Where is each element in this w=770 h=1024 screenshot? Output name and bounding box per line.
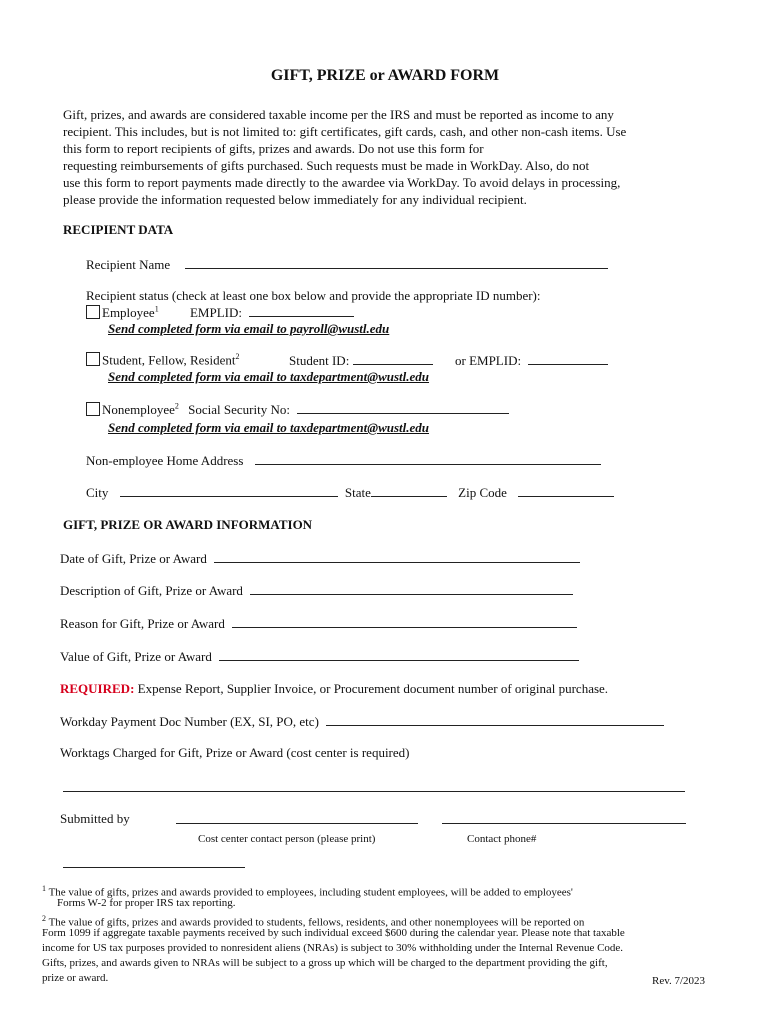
employee-emplid-field[interactable] (249, 304, 354, 317)
state-label: State (344, 485, 371, 500)
ssn-label: Social Security No: (188, 402, 290, 417)
gift-reason-row (60, 615, 577, 632)
footnote-ref: 2 (235, 352, 240, 361)
city-state-zip-row (86, 484, 614, 501)
footnote-2-line: income for US tax purposes provided to nonresident aliens (NRAs) is subject to 30% withholding under the Internal Revenue Code. (42, 942, 624, 954)
footnote-1-line: The value of gifts, prizes and awards provided to employees, including student employees, will be added to employees' (48, 886, 573, 899)
zip-label: Zip Code (458, 485, 507, 500)
nonemployee-send-instruction: Send completed form via email to taxdepartment@wustl.edu (108, 420, 430, 435)
gift-value-row (60, 648, 579, 665)
nonemployee-row (86, 401, 509, 418)
contact-phone-field[interactable] (442, 823, 686, 824)
zip-field[interactable] (518, 484, 614, 497)
gift-date-row (60, 550, 580, 567)
required-text: Expense Report, Supplier Invoice, or Procurement document number of original purchase. (137, 681, 609, 696)
student-emplid-field[interactable] (528, 352, 608, 365)
footnote-2-line: Gifts, prizes, and awards given to NRAs will be subject to a gross up which will be charged to the department providing the gift, (42, 957, 608, 969)
doc-number-field[interactable] (326, 713, 664, 726)
submitted-by-label: Submitted by (60, 811, 130, 826)
employee-label: Employee (102, 305, 155, 320)
intro-line: use this form to report payments made directly to the awardee via WorkDay. To avoid delays in processing, (63, 175, 621, 190)
required-row (60, 681, 608, 697)
revision-date: Rev. 7/2023 (652, 975, 706, 987)
recipient-name-label: Recipient Name (86, 257, 171, 272)
intro-line: Gift, prizes, and awards are considered taxable income per the IRS and must be reported as income to any (63, 107, 614, 122)
worktags-label: Worktags Charged for Gift, Prize or Award (cost center is required) (60, 745, 410, 760)
intro-paragraph (63, 106, 663, 208)
recipient-status-label: Recipient status (check at least one box below and provide the appropriate ID number): (86, 288, 541, 303)
intro-line: requesting reimbursements of gifts purchased. Such requests must be made in WorkDay. Also, do not (63, 158, 590, 173)
home-address-field[interactable] (255, 452, 601, 465)
student-row (86, 352, 240, 368)
nonemployee-checkbox[interactable] (86, 402, 100, 416)
home-address-label: Non-employee Home Address (86, 453, 244, 468)
form-title: GIFT, PRIZE or AWARD FORM (270, 67, 500, 84)
gift-date-label: Date of Gift, Prize or Award (60, 551, 207, 566)
student-emplid-row (455, 352, 608, 369)
gift-reason-field[interactable] (232, 615, 577, 628)
intro-line: this form to report recipients of gifts, prizes and awards. Do not use this form for (63, 141, 484, 156)
footnote-mark: 1 (42, 884, 46, 893)
required-label: REQUIRED: (60, 681, 135, 696)
recipient-name-row (86, 256, 608, 273)
worktags-field[interactable] (63, 791, 685, 792)
employee-row (86, 304, 354, 321)
gift-description-field[interactable] (250, 582, 573, 595)
intro-line: recipient. This includes, but is not limited to: gift certificates, gift cards, cash, and other non-cash items. Use (63, 124, 627, 139)
student-id-label: Student ID: (289, 353, 350, 368)
footnote-2-line: The value of gifts, prizes and awards provided to students, fellows, residents, and other nonemployees will be reported on (48, 916, 585, 929)
gift-date-field[interactable] (214, 550, 580, 563)
gift-reason-label: Reason for Gift, Prize or Award (60, 616, 225, 631)
contact-person-caption: Cost center contact person (please print) (198, 833, 376, 845)
doc-number-row (60, 713, 664, 730)
student-id-row (289, 352, 433, 369)
emplid-label: EMPLID: (189, 305, 242, 320)
city-field[interactable] (120, 484, 338, 497)
footnote-2-line: prize or award. (42, 972, 109, 984)
footnote-ref: 1 (154, 304, 159, 314)
recipient-data-heading: RECIPIENT DATA (63, 222, 174, 237)
address-row (86, 452, 601, 469)
recipient-name-field[interactable] (185, 256, 608, 269)
footnote-1-line: Forms W-2 for proper IRS tax reporting. (57, 897, 236, 909)
gift-info-heading: GIFT, PRIZE OR AWARD INFORMATION (63, 517, 313, 532)
employee-checkbox[interactable] (86, 305, 100, 319)
nonemployee-label: Nonemployee (102, 402, 175, 417)
footnote-2-line: Form 1099 if aggregate taxable payments received by such individual exceed $600 during the calendar year. Please note that taxable (42, 927, 625, 939)
student-emplid-label: or EMPLID: (455, 353, 522, 368)
employee-send-instruction: Send completed form via email to payroll@wustl.edu (108, 321, 390, 336)
student-send-instruction: Send completed form via email to taxdepartment@wustl.edu (108, 369, 430, 384)
doc-number-label: Workday Payment Doc Number (EX, SI, PO, etc) (60, 714, 319, 729)
student-label: Student, Fellow, Resident (102, 352, 236, 368)
city-label: City (86, 485, 109, 500)
gift-value-label: Value of Gift, Prize or Award (60, 649, 212, 664)
footnote-ref: 2 (174, 401, 179, 411)
footnote-divider (63, 867, 245, 868)
footnote-mark: 2 (42, 914, 46, 923)
gift-value-field[interactable] (219, 648, 579, 661)
student-checkbox[interactable] (86, 352, 100, 366)
state-field[interactable] (371, 484, 447, 497)
contact-person-field[interactable] (176, 823, 418, 824)
intro-line: please provide the information requested below immediately for any individual recipient. (63, 192, 527, 207)
gift-description-row (60, 582, 573, 599)
student-id-field[interactable] (353, 352, 433, 365)
gift-description-label: Description of Gift, Prize or Award (60, 583, 243, 598)
ssn-field[interactable] (297, 401, 509, 414)
contact-phone-caption: Contact phone# (467, 833, 537, 845)
